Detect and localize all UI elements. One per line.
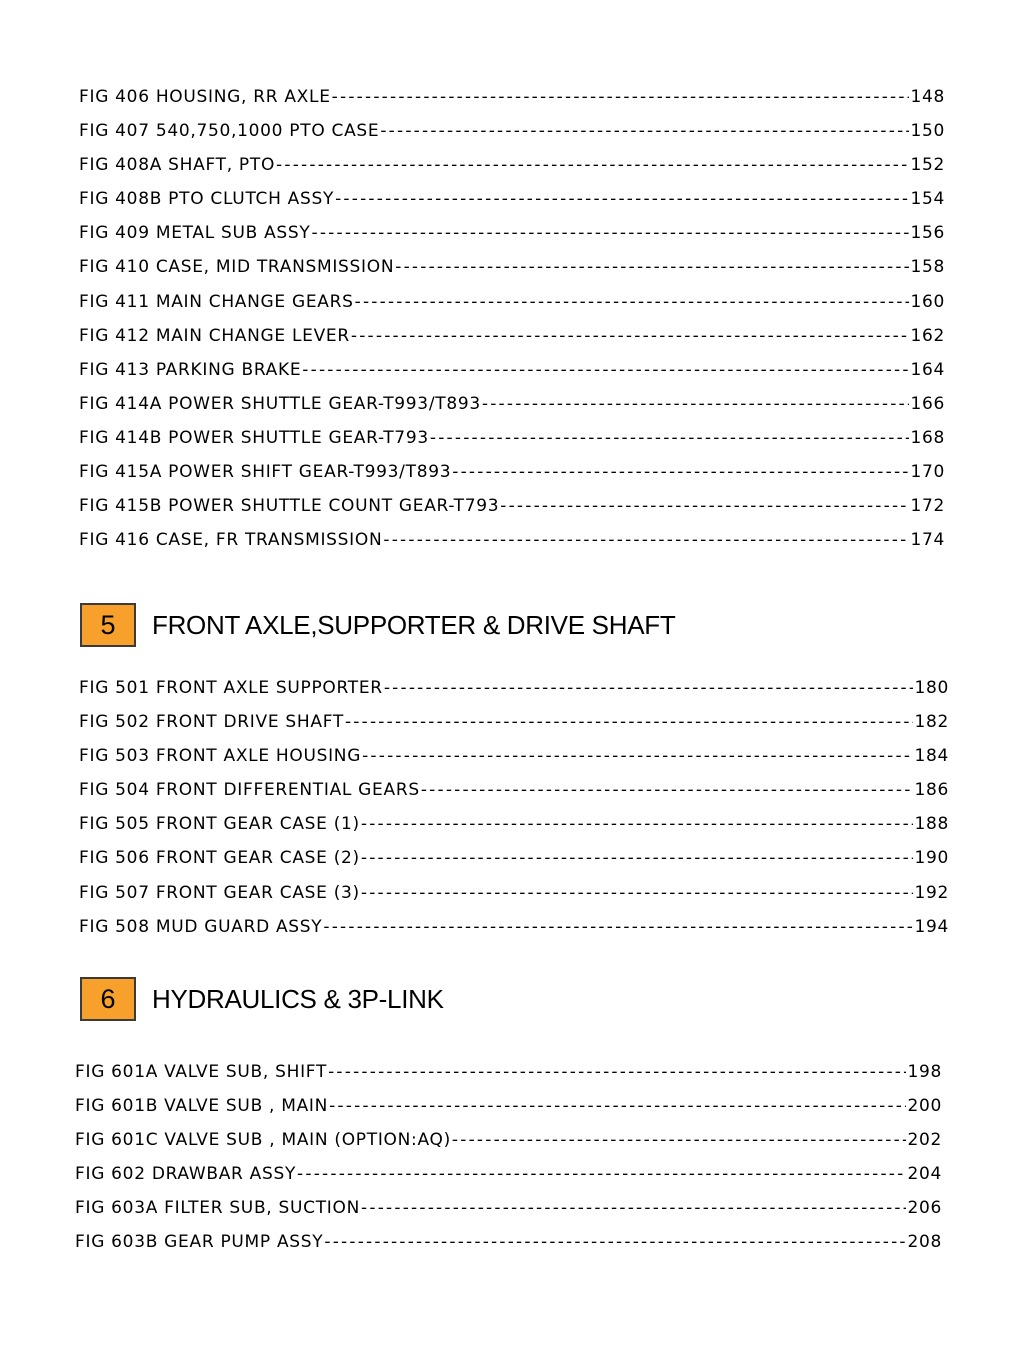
section-number-badge: 6 [80,977,136,1021]
toc-entry-page: 180 [914,678,949,698]
toc-entry-page: 164 [910,359,945,380]
section-header-5 [80,601,675,649]
toc-entry-title: FIG 601A VALVE SUB, SHIFT [75,1062,328,1082]
section-header-6 [80,975,444,1023]
toc-entry-page: 200 [907,1096,942,1117]
toc-entry[interactable] [79,523,945,557]
toc-entry-title: FIG 506 FRONT GEAR CASE (2) [79,848,360,869]
toc-entry[interactable] [79,148,945,182]
toc-entry-page: 182 [914,712,949,733]
toc-entry[interactable] [79,807,949,841]
toc-entry-title: FIG 412 MAIN CHANGE LEVER [79,325,350,346]
toc-list-section-4 [79,80,945,557]
toc-entry[interactable] [75,1191,942,1225]
dot-leader [451,1123,907,1157]
dot-leader [499,489,909,523]
dot-leader [360,876,914,910]
toc-entry[interactable] [75,1089,942,1123]
toc-entry[interactable] [79,705,949,739]
dot-leader [382,523,909,557]
dot-leader [360,807,914,841]
dot-leader [323,1225,906,1259]
section-number-badge: 5 [80,603,136,647]
toc-entry-title: FIG 413 PARKING BRAKE [79,359,302,380]
dot-leader [344,705,913,739]
toc-entry-title: FIG 408B PTO CLUTCH ASSY [79,189,335,210]
toc-entry-title: FIG 411 MAIN CHANGE GEARS [79,291,354,312]
dot-leader [451,455,909,489]
toc-entry-page: 168 [910,427,945,448]
toc-entry-title: FIG 502 FRONT DRIVE SHAFT [79,712,344,733]
dot-leader [327,1055,906,1089]
toc-entry-page: 170 [910,462,945,483]
toc-entry[interactable] [79,739,949,773]
dot-leader [429,421,910,455]
toc-entry[interactable] [75,1055,942,1089]
dot-leader [350,319,910,353]
toc-entry-page: 208 [907,1232,942,1253]
dot-leader [301,353,909,387]
dot-leader [354,285,910,319]
toc-entry-page: 150 [910,121,945,142]
toc-entry-page: 194 [914,916,949,937]
toc-entry[interactable] [79,910,949,944]
toc-entry[interactable] [79,319,945,353]
toc-entry-page: 206 [907,1198,942,1219]
toc-entry-page: 174 [910,530,945,551]
toc-entry-title: FIG 407 540,750,1000 PTO CASE [79,121,380,142]
toc-entry-title: FIG 406 HOUSING, RR AXLE [79,87,331,107]
toc-entry-page: 184 [914,746,949,767]
toc-entry-title: FIG 414A POWER SHUTTLE GEAR-T993/T893 [79,393,481,414]
toc-entry[interactable] [75,1225,942,1259]
toc-entry[interactable] [79,489,945,523]
dot-leader [311,216,910,250]
toc-list-section-6 [75,1055,942,1260]
section-title: FRONT AXLE,SUPPORTER & DRIVE SHAFT [152,609,676,640]
toc-entry[interactable] [79,421,945,455]
toc-entry-title: FIG 408A SHAFT, PTO [79,155,276,176]
toc-entry-title: FIG 414B POWER SHUTTLE GEAR-T793 [79,427,429,448]
toc-entry[interactable] [79,216,945,250]
toc-entry-page: 160 [910,291,945,312]
toc-entry-title: FIG 507 FRONT GEAR CASE (3) [79,882,360,903]
toc-entry[interactable] [79,285,945,319]
toc-entry-title: FIG 410 CASE, MID TRANSMISSION [79,257,395,278]
toc-entry[interactable] [75,1157,942,1191]
toc-entry-title: FIG 508 MUD GUARD ASSY [79,916,323,937]
toc-entry-page: 148 [910,87,945,107]
dot-leader [331,80,910,114]
toc-entry[interactable] [79,250,945,284]
toc-entry-title: FIG 505 FRONT GEAR CASE (1) [79,814,360,835]
toc-entry-page: 156 [910,223,945,244]
toc-entry[interactable] [79,773,949,807]
toc-entry-title: FIG 503 FRONT AXLE HOUSING [79,746,362,767]
toc-entry-title: FIG 602 DRAWBAR ASSY [75,1164,297,1185]
toc-entry-page: 190 [914,848,949,869]
toc-entry-page: 198 [907,1062,942,1082]
toc-entry-title: FIG 409 METAL SUB ASSY [79,223,311,244]
toc-entry-page: 154 [910,189,945,210]
dot-leader [361,739,913,773]
dot-leader [481,387,910,421]
dot-leader [360,1191,906,1225]
toc-entry-page: 172 [910,496,945,517]
toc-entry-page: 186 [914,780,949,801]
toc-entry[interactable] [79,182,945,216]
toc-entry-title: FIG 416 CASE, FR TRANSMISSION [79,530,383,551]
toc-entry-page: 188 [914,814,949,835]
toc-entry[interactable] [79,387,945,421]
toc-entry[interactable] [79,114,945,148]
toc-entry-title: FIG 601C VALVE SUB , MAIN (OPTION:AQ) [75,1130,451,1151]
toc-entry-title: FIG 603B GEAR PUMP ASSY [75,1232,324,1253]
toc-entry-page: 192 [914,882,949,903]
dot-leader [328,1089,906,1123]
toc-entry-page: 162 [910,325,945,346]
toc-entry-page: 204 [907,1164,942,1185]
toc-list-section-5 [79,671,949,944]
dot-leader [296,1157,906,1191]
toc-entry-title: FIG 603A FILTER SUB, SUCTION [75,1198,361,1219]
dot-leader [334,182,909,216]
toc-entry-title: FIG 601B VALVE SUB , MAIN [75,1096,329,1117]
dot-leader [322,910,913,944]
dot-leader [420,773,914,807]
toc-entry-title: FIG 415A POWER SHIFT GEAR-T993/T893 [79,462,452,483]
dot-leader [383,671,914,705]
toc-entry-page: 152 [910,155,945,176]
toc-entry[interactable] [79,876,949,910]
toc-entry[interactable] [79,80,945,114]
toc-entry[interactable] [79,671,949,705]
section-title: HYDRAULICS & 3P-LINK [152,983,444,1014]
toc-entry-page: 166 [910,393,945,414]
dot-leader [379,114,909,148]
toc-entry-title: FIG 501 FRONT AXLE SUPPORTER [79,678,383,698]
toc-entry-title: FIG 415B POWER SHUTTLE COUNT GEAR-T793 [79,496,500,517]
dot-leader [394,250,909,284]
toc-entry[interactable] [79,455,945,489]
toc-entry[interactable] [75,1123,942,1157]
toc-entry-page: 202 [907,1130,942,1151]
toc-entry[interactable] [79,841,949,875]
toc-entry-page: 158 [910,257,945,278]
dot-leader [360,841,914,875]
toc-entry-title: FIG 504 FRONT DIFFERENTIAL GEARS [79,780,420,801]
dot-leader [275,148,909,182]
toc-entry[interactable] [79,353,945,387]
